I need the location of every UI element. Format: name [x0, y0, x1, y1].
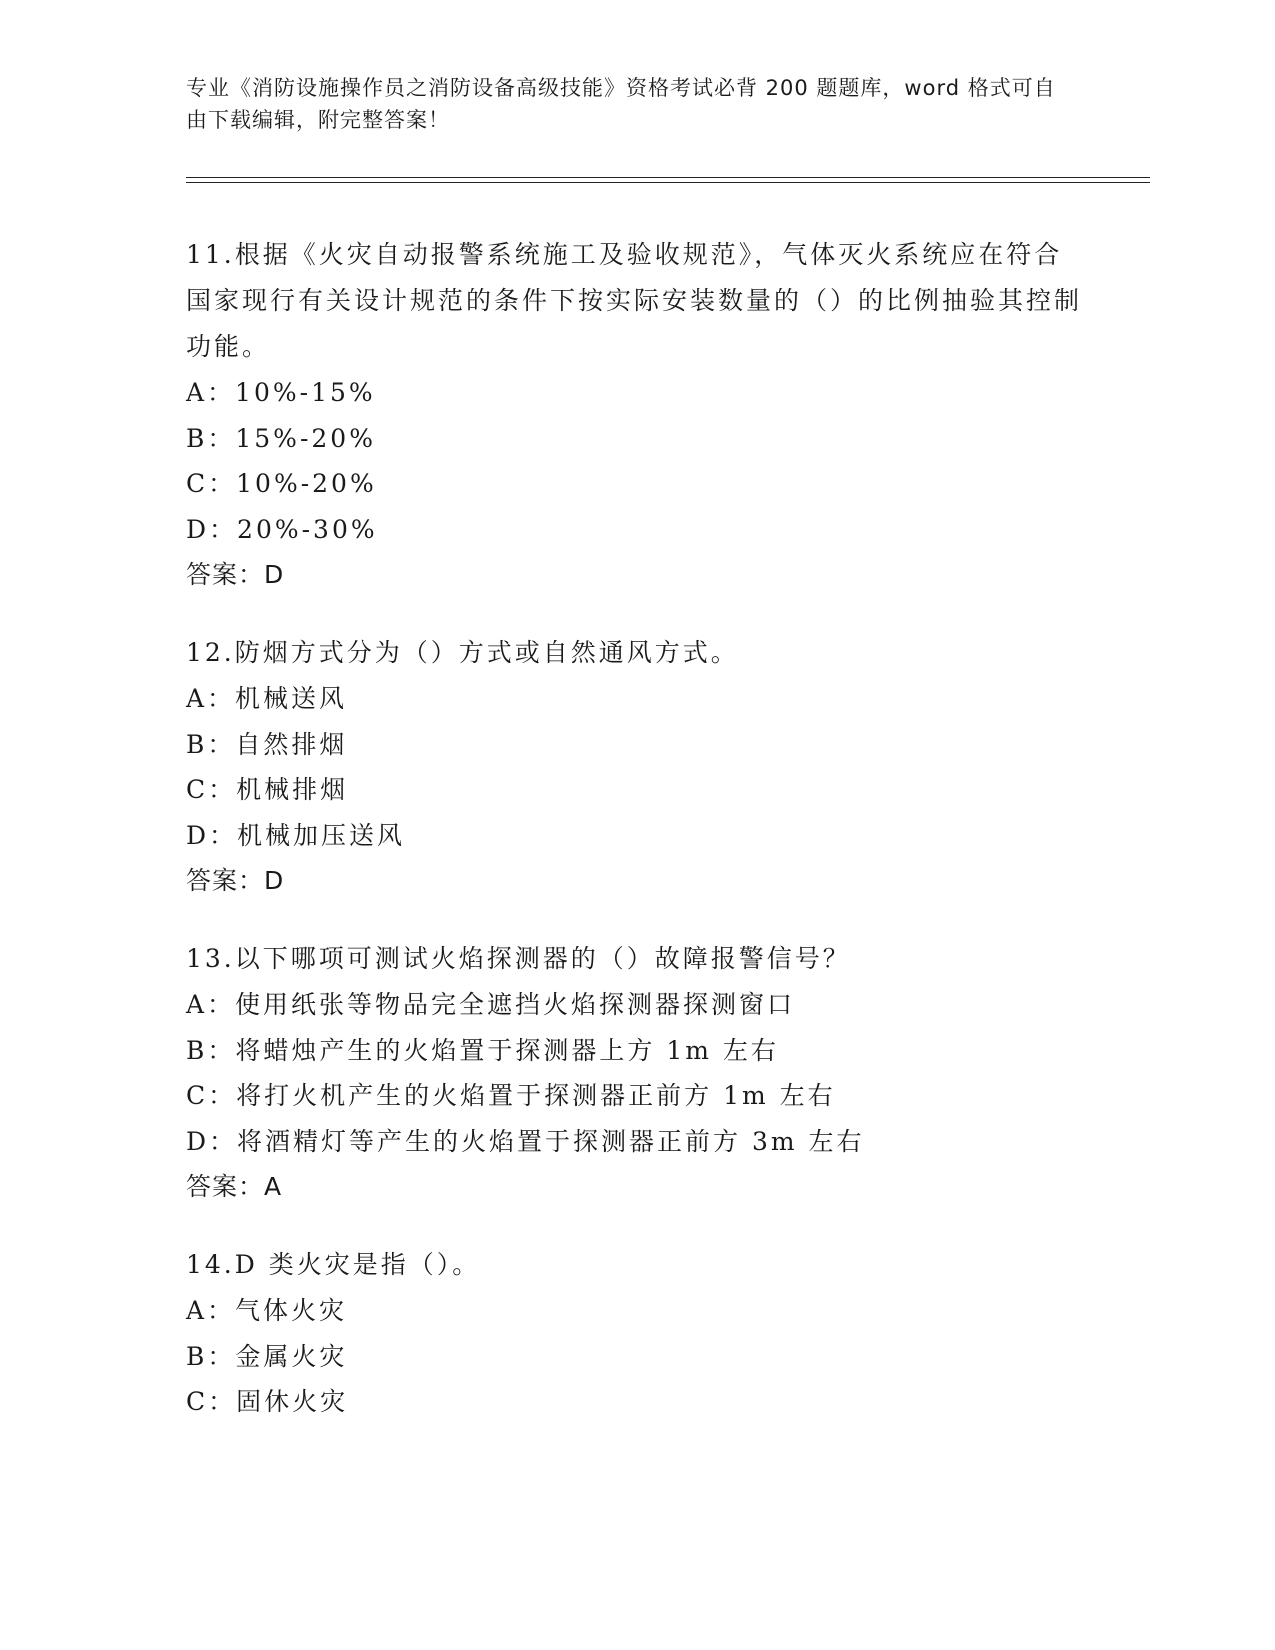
option-c: C：机械排烟 [186, 775, 349, 804]
option-d: D：机械加压送风 [186, 820, 406, 850]
option-b: B：金属火灾 [186, 1341, 348, 1371]
question-13 [186, 936, 1086, 1210]
option-c: C：固休火灾 [186, 1387, 349, 1416]
answer: 答案：D [186, 866, 285, 895]
document-header [186, 72, 1066, 136]
option-a: A：气体火灾 [186, 1296, 348, 1325]
option-b: B：15%-20% [186, 423, 376, 453]
answer: 答案：A [186, 1172, 283, 1201]
header-divider-top [186, 177, 1150, 178]
question-12 [186, 630, 1086, 904]
option-a: A：使用纸张等物品完全遮挡火焰探测器探测窗口 [186, 990, 796, 1019]
question-stem: 12.防烟方式分为（）方式或自然通风方式。 [186, 638, 739, 667]
option-d: D：将酒精灯等产生的火焰置于探测器正前方 3m 左右 [186, 1126, 865, 1156]
option-d: D：20%-30% [186, 514, 378, 544]
question-11 [186, 232, 1086, 598]
answer: 答案：D [186, 560, 285, 589]
option-a: A：机械送风 [186, 684, 348, 713]
option-a: A：10%-15% [186, 378, 376, 407]
header-intro-text: 专业《消防设施操作员之消防设备高级技能》资格考试必背 200 题题库，word 格式可自由下载编辑，附完整答案！ [186, 76, 1056, 132]
question-14 [186, 1242, 1086, 1425]
option-c: C：10%-20% [186, 469, 377, 498]
option-b: B：自然排烟 [186, 729, 348, 759]
question-list [186, 232, 1086, 1457]
question-stem: 11.根据《火灾自动报警系统施工及验收规范》，气体灭火系统应在符合国家现行有关设计规范的条件下按实际安装数量的（）的比例抽验其控制功能。 [186, 240, 1083, 361]
option-b: B：将蜡烛产生的火焰置于探测器上方 1m 左右 [186, 1035, 779, 1065]
question-stem: 14.D 类火灾是指（）。 [186, 1250, 481, 1279]
option-c: C：将打火机产生的火焰置于探测器正前方 1m 左右 [186, 1081, 836, 1110]
header-divider-bottom [186, 182, 1150, 183]
question-stem: 13.以下哪项可测试火焰探测器的（）故障报警信号？ [186, 944, 851, 973]
